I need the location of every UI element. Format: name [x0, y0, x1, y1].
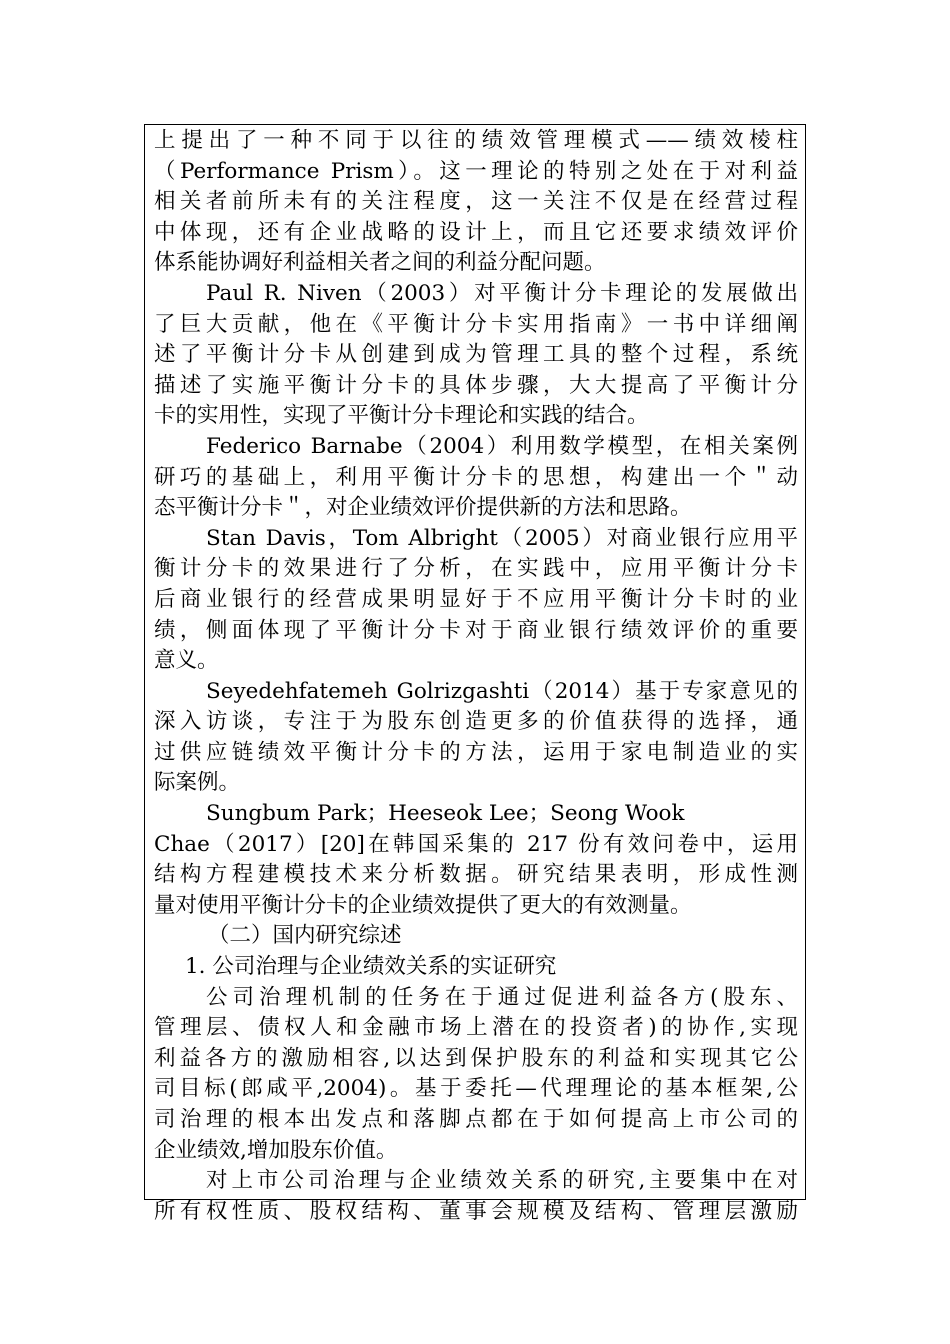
text-line: 了巨大贡献，他在《平衡计分卡实用指南》一书中详细阐 [154, 311, 798, 337]
text-line: 际案例。 [154, 770, 241, 796]
paragraph-first-line: Sungbum Park；Heeseok Lee；Seong Wook [206, 801, 685, 827]
text-line: Chae（2017）[20]在韩国采集的 217 份有效问卷中，运用 [154, 831, 798, 857]
text-line: 中体现，还有企业战略的设计上，而且它还要求绩效评价 [154, 219, 798, 245]
subsection-heading: 1. 公司治理与企业绩效关系的实证研究 [185, 954, 557, 980]
text-line: 利益各方的激励相容,以达到保护股东的利益和实现其它公 [154, 1045, 798, 1071]
paragraph-first-line: 公司治理机制的任务在于通过促进利益各方(股东、 [206, 984, 798, 1010]
text-line: 企业绩效,增加股东价值。 [154, 1137, 398, 1163]
text-line: 意义。 [154, 648, 219, 674]
paragraph-first-line: 对上市公司治理与企业绩效关系的研究,主要集中在对 [206, 1168, 798, 1194]
text-line: 绩，侧面体现了平衡计分卡对于商业银行绩效评价的重要 [154, 617, 798, 643]
text-line: 司治理的根本出发点和落脚点都在于如何提高上市公司的 [154, 1107, 798, 1132]
paragraph-first-line: Federico Barnabe（2004）利用数学模型，在相关案例 [206, 433, 798, 459]
text-line: 上提出了一种不同于以往的绩效管理模式——绩效棱柱 [154, 128, 798, 153]
text-line: 衡计分卡的效果进行了分析，在实践中，应用平衡计分卡 [154, 556, 798, 582]
text-line: 描述了实施平衡计分卡的具体步骤，大大提高了平衡计分 [154, 372, 798, 398]
text-line: 管理层、债权人和金融市场上潜在的投资者)的协作,实现 [154, 1015, 798, 1041]
paragraph-first-line: Seyedehfatemeh Golrizgashti（2014）基于专家意见的 [206, 678, 798, 704]
text-line: 量对使用平衡计分卡的企业绩效提供了更大的有效测量。 [154, 892, 692, 918]
text-line: 过供应链绩效平衡计分卡的方法，运用于家电制造业的实 [154, 739, 798, 765]
text-line: 述了平衡计分卡从创建到成为管理工具的整个过程，系统 [154, 342, 798, 368]
text-line: （Performance Prism）。这一理论的特别之处在于对利益 [154, 158, 798, 184]
section-heading: （二）国内研究综述 [208, 923, 402, 949]
text-line: 态平衡计分卡＂，对企业绩效评价提供新的方法和思路。 [154, 495, 692, 521]
text-line: 司目标(郎咸平,2004)。基于委托—代理理论的基本框架,公 [154, 1076, 798, 1102]
paragraph-first-line: Paul R. Niven（2003）对平衡计分卡理论的发展做出 [206, 280, 798, 306]
text-line: 研巧的基础上，利用平衡计分卡的思想，构建出一个＂动 [154, 464, 798, 490]
document-frame [144, 124, 806, 1224]
text-line: 卡的实用性，实现了平衡计分卡理论和实践的结合。 [154, 403, 649, 429]
text-line: 相关者前所未有的关注程度，这一关注不仅是在经营过程 [154, 189, 798, 215]
document-body [154, 126, 798, 1227]
text-line: 所有权性质、股权结构、董事会规模及结构、管理层激励 [154, 1198, 798, 1224]
text-line: 体系能协调好利益相关者之间的利益分配问题。 [154, 250, 606, 276]
paragraph-first-line: Stan Davis，Tom Albright（2005）对商业银行应用平 [206, 525, 798, 551]
text-line: 深入访谈，专注于为股东创造更多的价值获得的选择，通 [154, 709, 798, 735]
text-line: 后商业银行的经营成果明显好于不应用平衡计分卡时的业 [154, 586, 798, 612]
text-line: 结构方程建模技术来分析数据。研究结果表明，形成性测 [154, 862, 798, 888]
